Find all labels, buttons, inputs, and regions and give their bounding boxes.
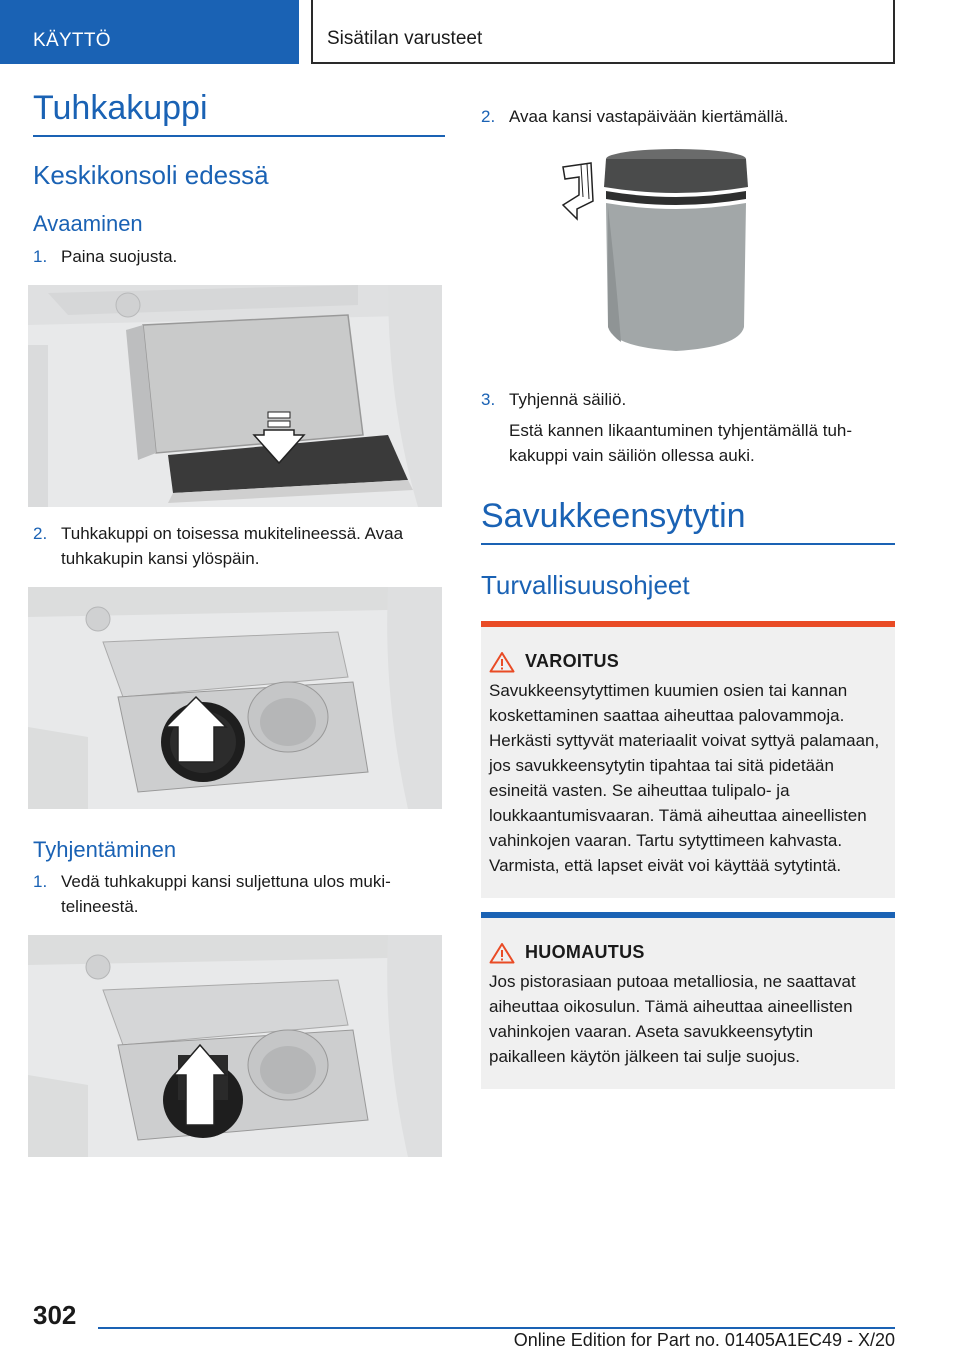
open-step-1: [33, 244, 445, 269]
right-column: [481, 90, 895, 1089]
open-step-2: [33, 521, 445, 571]
section-subtitle: Keskikonsoli edessä: [33, 160, 269, 191]
step-number: 1.: [33, 246, 48, 266]
photo-open-lid: [28, 587, 442, 809]
step-text: Paina suojusta.: [61, 246, 178, 266]
warning-text: Savukkeensytyttimen kuumien osien tai kannan koskettaminen saattaa aiheuttaa palovammoja. Herkästi syttyvät materiaalit voivat syttyä palamaan, jos savukkeensytytin tipahtaa tai sitä pidetään esineitä vasten. Se aiheuttaa tulipalo- ja loukkaantumisvaaran. Tämä aiheuttaa aineellisten vahinkojen vaaran. Tartu sytyttimeen kahvasta. Varmista, että lapset eivät voi käyttää sytytintä.: [489, 681, 880, 876]
warning-box: [481, 621, 895, 898]
step-number: 3.: [481, 390, 496, 409]
lighter-title: Savukkeensytytin: [481, 498, 895, 545]
warning-triangle-icon: [489, 942, 515, 964]
step-number: 2.: [481, 107, 496, 126]
notice-box: [481, 912, 895, 1089]
photo-ashtray-container: [481, 147, 895, 365]
step-number: 2.: [33, 523, 48, 543]
warning-label: VAROITUS: [525, 651, 620, 672]
notice-head: [489, 940, 887, 965]
page-number: 302: [33, 1300, 77, 1330]
empty-step-2: [481, 104, 895, 129]
step-number: 1.: [33, 872, 48, 892]
step-text: Avaa kansi vastapäivään kiertämällä.: [509, 107, 789, 126]
notice-text: Jos pistorasiaan putoaa metalliosia, ne saattavat aiheuttaa oikosulun. Tämä aiheuttaa aineellisten vahinkojen vaaran. Aseta savukkeensytytin paikalleen käytön jälkeen tai sulje suojus.: [489, 972, 856, 1067]
step-3-note: Estä kannen likaantuminen tyhjentämällä tuhkakuppi vain säiliön ollessa auki.: [509, 421, 853, 465]
header-section: [0, 0, 299, 64]
warning-head: [489, 649, 887, 674]
page-title: Tuhkakuppi: [33, 90, 445, 137]
step-text: Tuhkakuppi on toisessa mukitelineessä. Avaa tuhkakupin kansi ylöspäin.: [61, 523, 404, 568]
empty-step-1: [33, 869, 445, 919]
header-topic-label: Sisätilan varusteet: [327, 28, 483, 49]
open-heading: Avaaminen: [33, 211, 143, 237]
header-section-label: KÄYTTÖ: [33, 30, 111, 51]
empty-heading: Tyhjentäminen: [33, 836, 177, 862]
footer-edition: Online Edition for Part no. 01405A1EC49 - X/20: [513, 1330, 895, 1350]
left-column: [33, 90, 445, 1157]
safety-subtitle: Turvallisuusohjeet: [481, 570, 690, 601]
footer-divider: [98, 1327, 895, 1329]
empty-step-3: [481, 387, 895, 412]
notice-label: HUOMAUTUS: [525, 942, 645, 963]
photo-pull-out: [28, 935, 442, 1157]
warning-triangle-icon: [489, 651, 515, 673]
step-text: Vedä tuhkakuppi kansi suljettuna ulos mukitelineestä.: [61, 872, 391, 917]
step-text: Tyhjennä säiliö.: [509, 390, 627, 409]
header-topic: [311, 0, 895, 64]
photo-press-cover: [28, 285, 442, 507]
